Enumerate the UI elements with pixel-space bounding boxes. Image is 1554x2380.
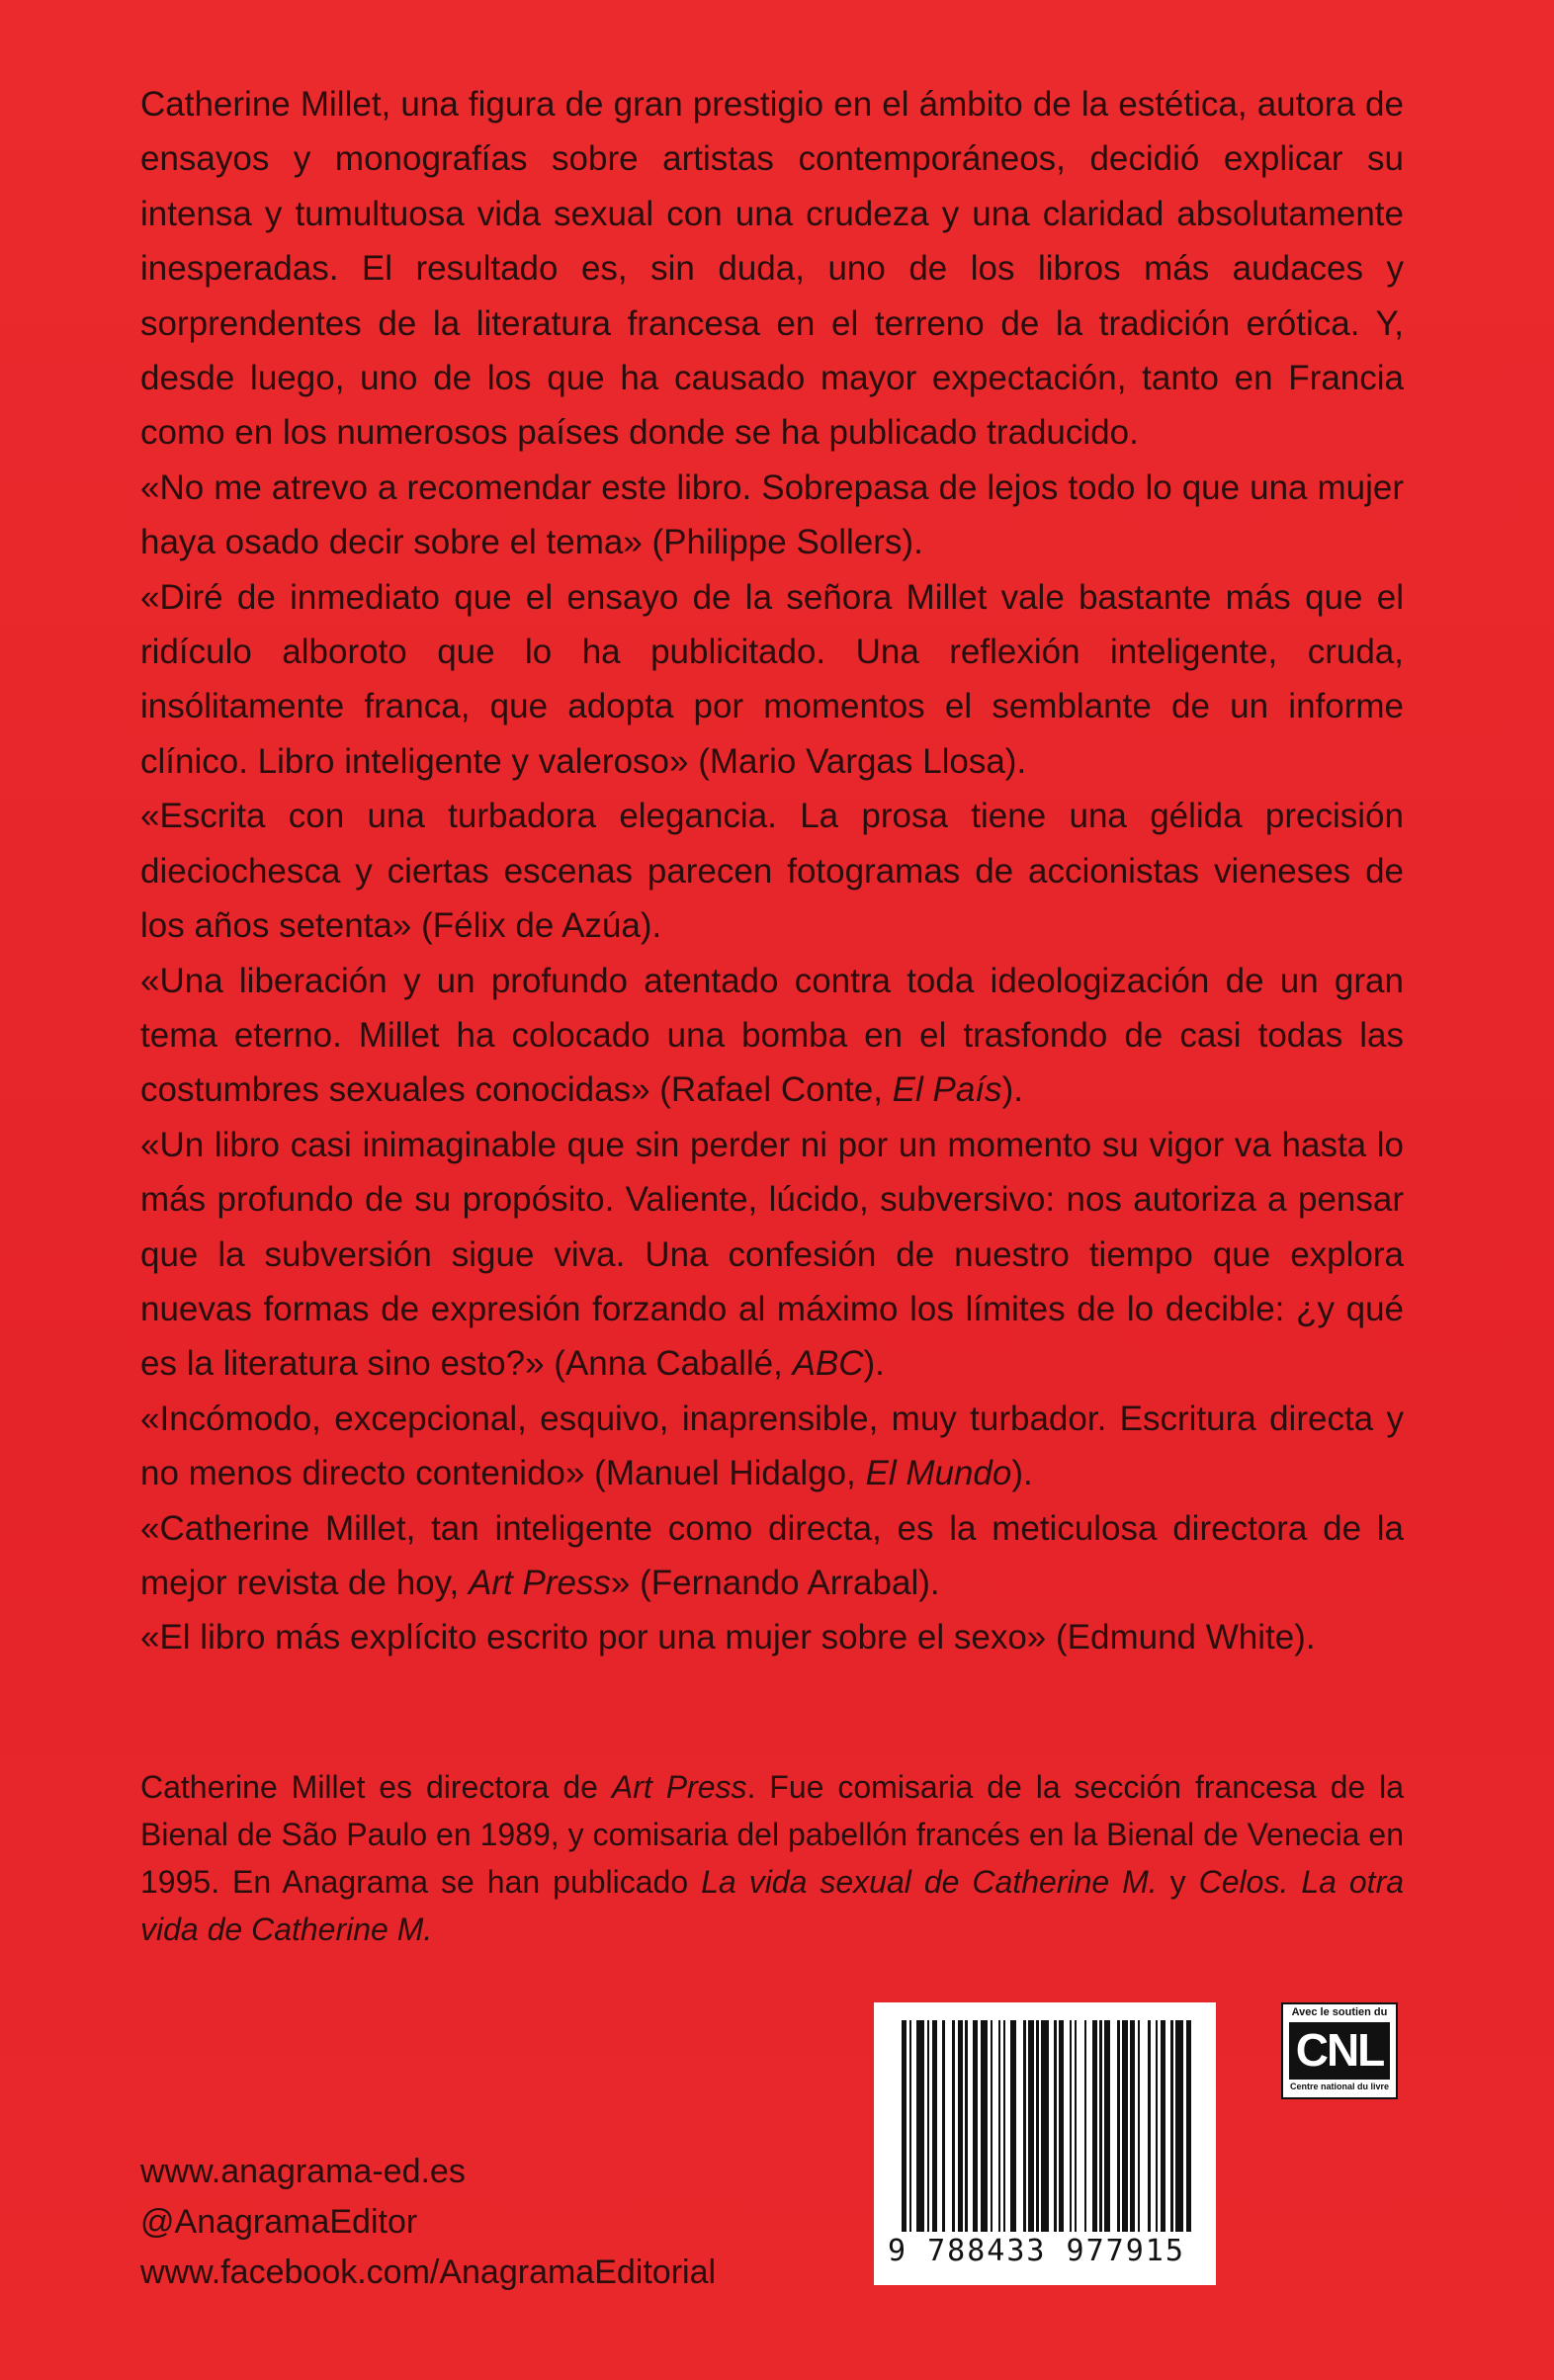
barcode-bar <box>916 2020 924 2232</box>
blurb-quote-caballe: «Un libro casi inimaginable que sin perder ni por un momento su vigor va hasta lo más profundo de su propósito. Valiente, lúcido, subversivo: nos autoriza a pensar que la subversión sigue viva. Una confesión de nuestro tiempo que explora nuevas formas de expresión forzando al máximo los límites de lo decible: ¿y qué es la literatura sino esto?» (Anna Caballé, ABC). <box>140 1125 1404 1384</box>
cnl-full-name: Centre national du livre <box>1289 2082 1390 2091</box>
isbn-digits: 9 788433 977915 <box>888 2234 1185 2268</box>
blurb-quote-sollers: «No me atrevo a recomendar este libro. Sobrepasa de lejos todo lo que una mujer haya osado decir sobre el tema» (Philippe Sollers). <box>140 468 1404 562</box>
barcode-bars <box>902 2020 1194 2232</box>
cnl-logo-mark: CNL <box>1289 2022 1390 2080</box>
barcode-bar <box>981 2020 989 2232</box>
isbn-barcode <box>874 2002 1216 2285</box>
blurb-quote-hidalgo: «Incómodo, excepcional, esquivo, inaprensible, muy turbador. Escritura directa y no menos directo contenido» (Manuel Hidalgo, El Mundo). <box>140 1399 1404 1493</box>
blurb-paragraph-1: Catherine Millet, una figura de gran prestigio en el ámbito de la estética, autora de ensayos y monografías sobre artistas contemporáneos, decidió explicar su intensa y tumultuosa vida sexual con una crudeza y una claridad absolutamente inesperadas. El resultado es, sin duda, uno de los libros más audaces y sorprendentes de la literatura francesa en el terreno de la tradición erótica. Y, desde luego, uno de los que ha causado mayor expectación, tanto en Francia como en los numerosos países donde se ha publicado traducido. <box>140 85 1404 453</box>
facebook-link[interactable]: www.facebook.com/AnagramaEditorial <box>140 2253 717 2291</box>
twitter-handle[interactable]: @AnagramaEditor <box>140 2203 418 2241</box>
barcode-bar <box>1191 2020 1194 2232</box>
blurb-quote-white: «El libro más explícito escrito por una mujer sobre el sexo» (Edmund White). <box>140 1618 1316 1658</box>
blurb-quote-azua: «Escrita con una turbadora elegancia. La prosa tiene una gélida precisión dieciochesca y ciertas escenas parecen fotogramas de accionistas vieneses de los años setenta» (Félix de Azúa). <box>140 797 1404 946</box>
barcode-bar <box>1041 2020 1049 2232</box>
cnl-logo <box>1281 2002 1398 2099</box>
barcode-bar <box>1140 2020 1148 2232</box>
barcode-bar <box>1077 2020 1084 2232</box>
barcode-bar <box>945 2020 953 2232</box>
barcode-bar <box>1110 2020 1118 2232</box>
website-link[interactable]: www.anagrama-ed.es <box>140 2153 466 2190</box>
blurb-quote-arrabal: «Catherine Millet, tan inteligente como directa, es la meticulosa directora de la mejor revista de hoy, Art Press» (Fernando Arrabal). <box>140 1508 1404 1602</box>
blurb-quote-conte: «Una liberación y un profundo atentado contra toda ideologización de un gran tema eterno. Millet ha colocado una bomba en el trasfondo de casi todas las costumbres sexuales conocidas» (Rafael Conte, El País). <box>140 961 1404 1110</box>
blurb <box>140 77 1404 1665</box>
barcode-bar <box>1175 2020 1183 2232</box>
cnl-support-text: Avec le soutien du <box>1291 2006 1388 2018</box>
author-bio: Catherine Millet es directora de Art Press. Fue comisaria de la sección francesa de la Bienal de São Paulo en 1989, y comisaria del pabellón francés en la Bienal de Venecia en 1995. En Anagrama se han publicado La vida sexual de Catherine M. y Celos. La otra vida de Catherine M. <box>140 1769 1405 1947</box>
publisher-links <box>140 2147 716 2298</box>
blurb-quote-vargas-llosa: «Diré de inmediato que el ensayo de la señora Millet vale bastante más que el ridículo alboroto que lo ha publicitado. Una reflexión inteligente, cruda, insólitamente franca, que adopta por momentos el semblante de un informe clínico. Libro inteligente y valeroso» (Mario Vargas Llosa). <box>140 577 1404 781</box>
barcode-bar <box>1016 2020 1024 2232</box>
